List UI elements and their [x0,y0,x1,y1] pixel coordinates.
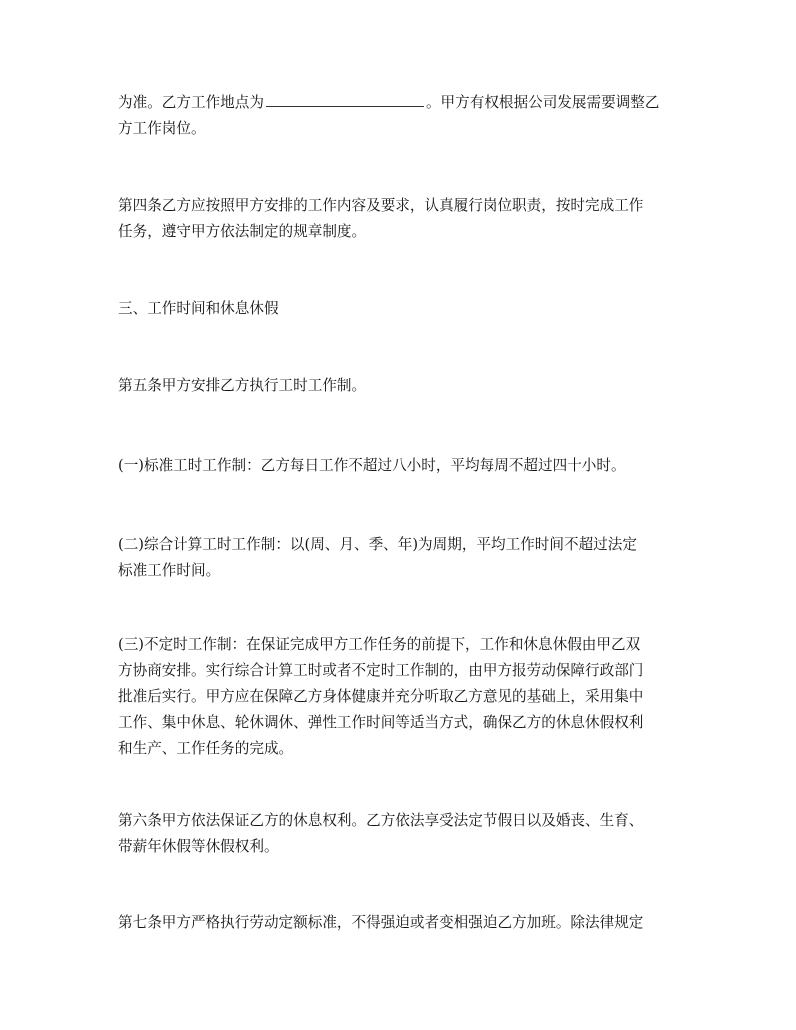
work-location-blank [266,92,424,107]
paragraph-work-location [118,90,683,142]
paragraph-line [118,90,683,116]
paragraph-comprehensive-hours [118,532,683,584]
paragraph-line: 标准工作时间。 [118,562,221,579]
paragraph-line: 带薪年休假等休假权利。 [118,838,279,855]
paragraph-standard-hours [118,453,683,479]
paragraph-line: (一)标准工时工作制：乙方每日工作不超过八小时，平均每周不超过四十小时。 [118,457,626,474]
paragraph-article-6 [118,808,683,860]
line-text-end: 。甲方有权根据公司发展需要调整乙 [425,94,660,111]
paragraph-article-7 [118,910,683,936]
paragraph-line: 方工作岗位。 [118,120,206,137]
paragraph-line: 批准后实行。甲方应在保障乙方身体健康并充分听取乙方意见的基础上，采用集中 [118,688,644,705]
paragraph-line: 方协商安排。实行综合计算工时或者不定时工作制的，由甲方报劳动保障行政部门 [118,662,644,679]
paragraph-flexible-hours [118,632,683,762]
paragraph-line: 和生产、工作任务的完成。 [118,740,294,757]
paragraph-line: 三、工作时间和休息休假 [118,300,279,317]
section-heading-work-hours [118,296,683,322]
paragraph-line: 第四条乙方应按照甲方安排的工作内容及要求，认真履行岗位职责，按时完成工作 [118,197,644,214]
paragraph-line: 任务，遵守甲方依法制定的规章制度。 [118,223,367,240]
line-text-start: 为准。乙方工作地点为 [118,94,264,111]
paragraph-line: 第五条甲方安排乙方执行工时工作制。 [118,377,367,394]
paragraph-line: (二)综合计算工时工作制：以(周、月、季、年)为周期，平均工作时间不超过法定 [118,536,637,553]
paragraph-line: 工作、集中休息、轮休调休、弹性工作时间等适当方式，确保乙方的休息休假权利 [118,714,644,731]
paragraph-article-4 [118,193,683,245]
paragraph-article-5 [118,373,683,399]
paragraph-line: 第七条甲方严格执行劳动定额标准，不得强迫或者变相强迫乙方加班。除法律规定 [118,914,644,931]
paragraph-line: 第六条甲方依法保证乙方的休息权利。乙方依法享受法定节假日以及婚丧、生育、 [118,812,644,829]
paragraph-line: (三)不定时工作制：在保证完成甲方工作任务的前提下，工作和休息休假由甲乙双 [118,636,641,653]
